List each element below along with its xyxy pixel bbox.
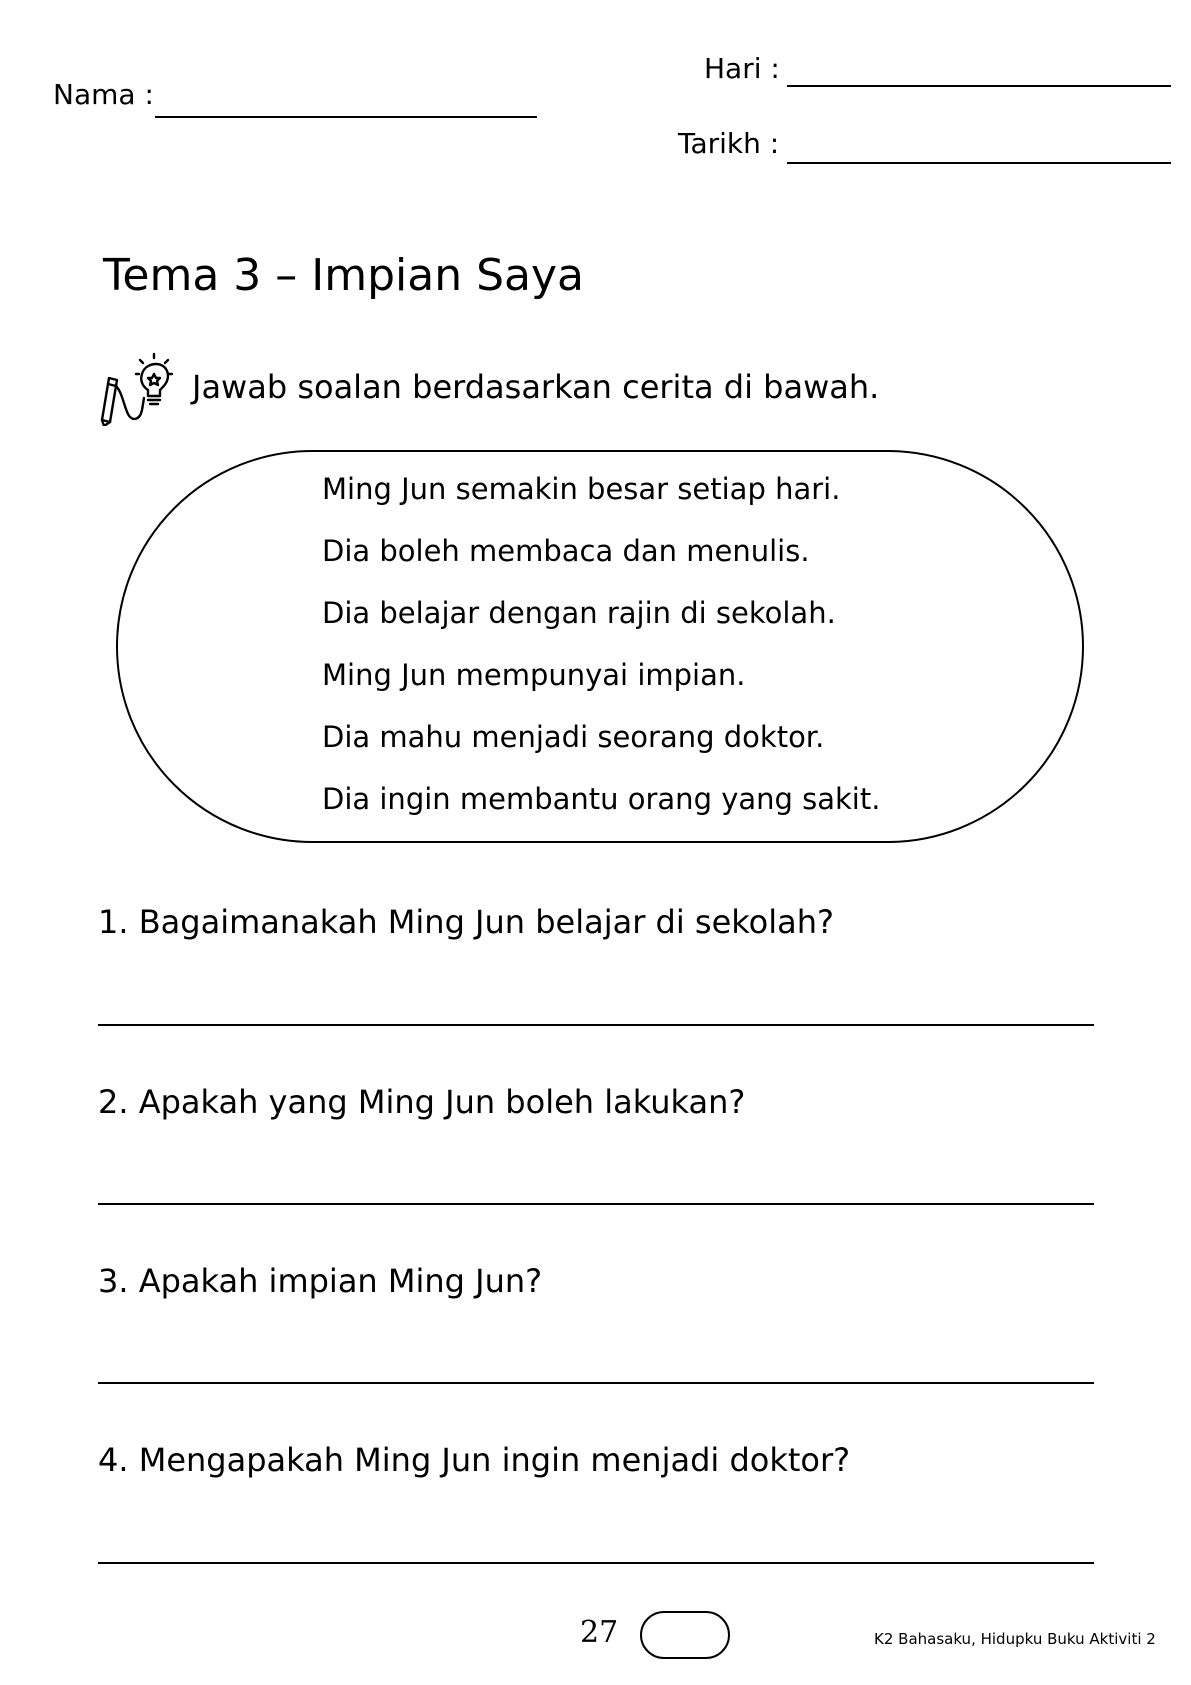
nama-field[interactable] (155, 116, 537, 118)
question-4: 4. Mengapakah Ming Jun ingin menjadi doktor? (98, 1441, 851, 1479)
story-line: Ming Jun mempunyai impian. (322, 658, 746, 692)
question-2: 2. Apakah yang Ming Jun boleh lakukan? (98, 1083, 746, 1121)
story-line: Dia ingin membantu orang yang sakit. (322, 782, 881, 816)
answer-line-3[interactable] (98, 1382, 1094, 1384)
hari-label: Hari : (704, 52, 780, 85)
answer-line-2[interactable] (98, 1203, 1094, 1205)
story-line: Dia belajar dengan rajin di sekolah. (322, 596, 836, 630)
tarikh-field[interactable] (787, 162, 1171, 164)
page-number: 27 (580, 1615, 619, 1650)
answer-line-4[interactable] (98, 1562, 1094, 1564)
story-line: Ming Jun semakin besar setiap hari. (322, 472, 841, 506)
page-title: Tema 3 – Impian Saya (103, 250, 584, 301)
story-line: Dia boleh membaca dan menulis. (322, 534, 810, 568)
nama-label: Nama : (53, 78, 154, 111)
question-1: 1. Bagaimanakah Ming Jun belajar di sekolah? (98, 903, 835, 941)
story-line: Dia mahu menjadi seorang doktor. (322, 720, 825, 754)
pencil-lightbulb-icon (96, 352, 174, 426)
hari-field[interactable] (787, 85, 1171, 87)
instruction-text: Jawab soalan berdasarkan cerita di bawah. (192, 368, 880, 406)
page-oval (640, 1611, 730, 1659)
tarikh-label: Tarikh : (678, 127, 780, 160)
answer-line-1[interactable] (98, 1024, 1094, 1026)
book-title: K2 Bahasaku, Hidupku Buku Aktiviti 2 (874, 1630, 1156, 1648)
question-3: 3. Apakah impian Ming Jun? (98, 1262, 543, 1300)
